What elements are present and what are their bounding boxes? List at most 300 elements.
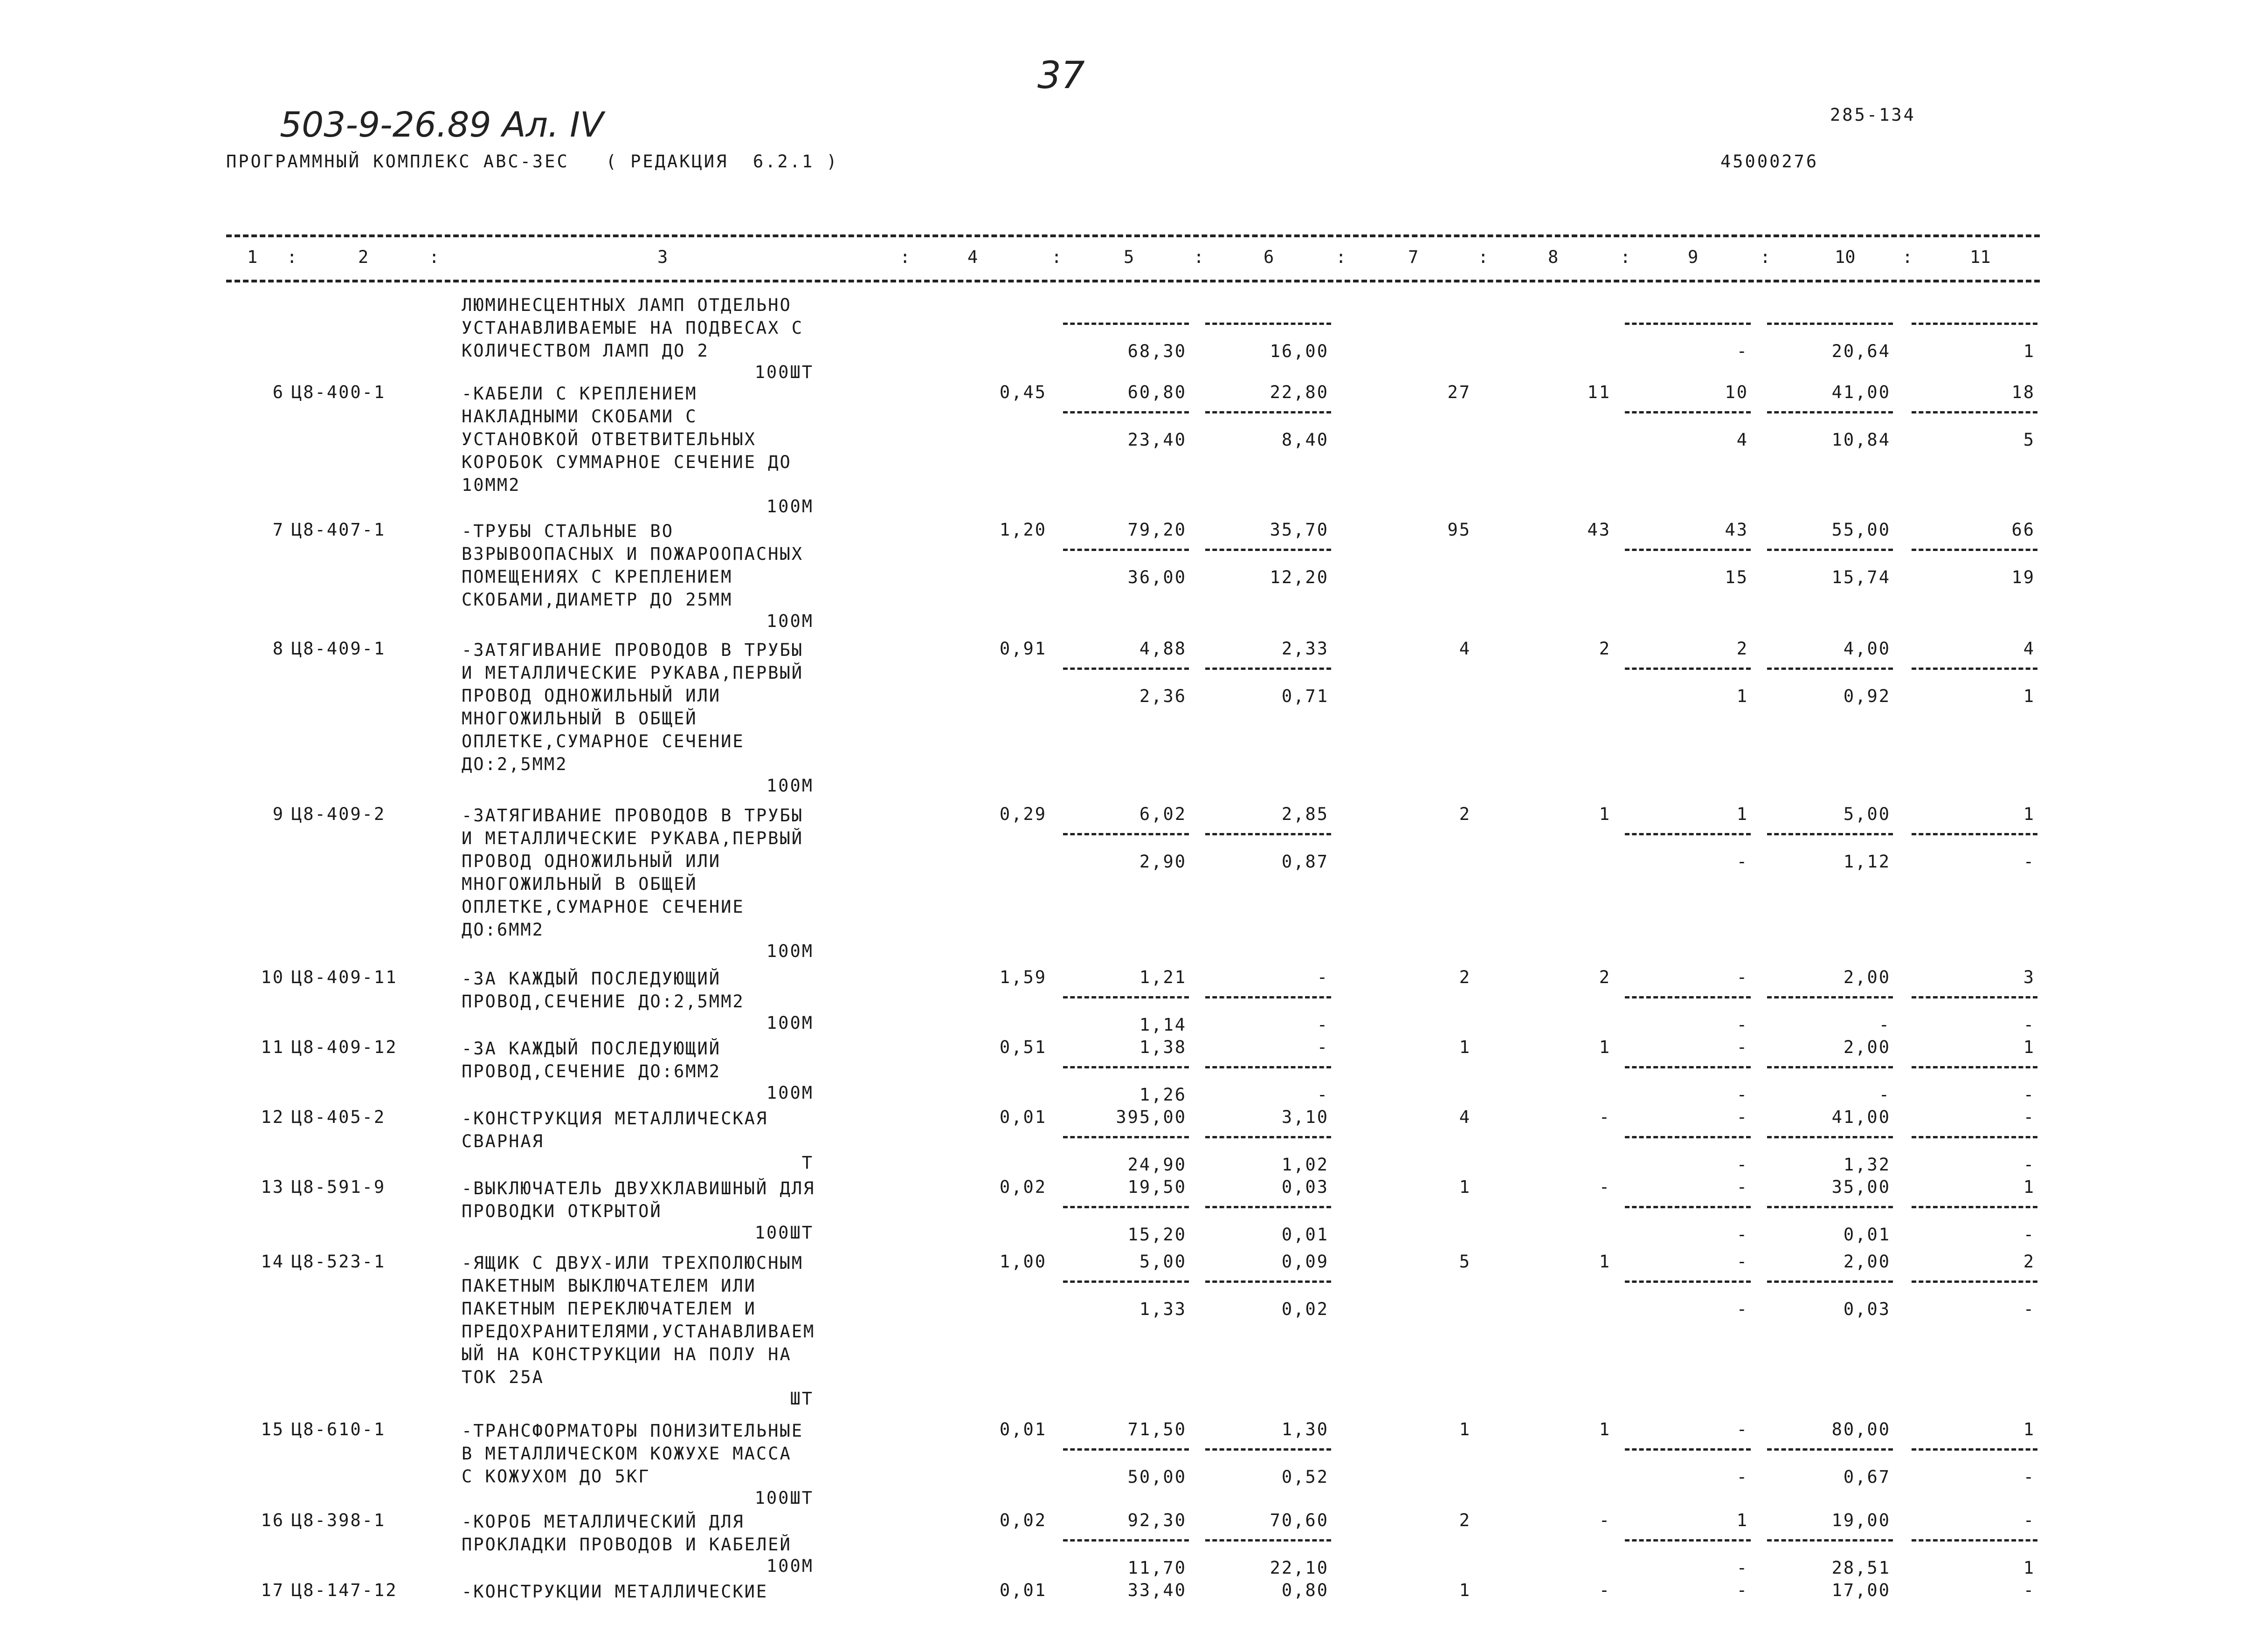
description-line: -КАБЕЛИ С КРЕПЛЕНИЕМ [462,384,697,404]
handwritten-doc-code: 503-9-26.89 Ал. IV [280,105,604,145]
column-header-5: 5 [1124,247,1134,267]
subtotal-dash-line [1205,833,1331,835]
value-c7: 2 [1459,967,1471,987]
description-line: ПАКЕТНЫМ ВЫКЛЮЧАТЕЛЕМ ИЛИ [462,1276,756,1296]
subtotal-dash-line [1063,1539,1189,1542]
subtotal-dash-line [1767,1206,1893,1208]
header-rule-top [226,234,2040,237]
subvalue-c6: 0,02 [1281,1299,1329,1319]
subvalue-c11: 1 [2023,686,2035,706]
row-number: 9 [272,804,284,824]
value-c11: 4 [2023,639,2035,659]
value-c9: 1 [1736,1510,1748,1530]
subvalue-c10: 15,74 [1831,567,1891,587]
subvalue-c10: 28,51 [1831,1558,1891,1578]
subtotal-dash-line [1912,1066,2037,1068]
program-title: ПРОГРАММНЫЙ КОМПЛЕКС АВС-3ЕС ( РЕДАКЦИЯ 6.2.1 ) [226,151,839,172]
subvalue-c9: 15 [1725,567,1748,587]
column-separator: : [1760,247,1771,267]
description-line: ПОМЕЩЕНИЯХ С КРЕПЛЕНИЕМ [462,567,733,587]
value-c5: 6,02 [1139,804,1187,824]
column-separator: : [1194,247,1204,267]
work-description [462,1252,815,1389]
subtotal-dash-line [1063,1136,1189,1138]
row-number: 11 [261,1037,284,1057]
subtotal-dash-line [1912,1280,2037,1283]
subtotal-dash-line [1205,1539,1331,1542]
subvalue-c5: 11,70 [1127,1558,1187,1578]
column-separator: : [429,247,440,267]
value-c5: 5,00 [1139,1252,1187,1272]
row-number: 16 [261,1510,284,1530]
work-description [462,520,803,611]
value-c7: 5 [1459,1252,1471,1272]
row-number: 12 [261,1107,284,1127]
resource-code: Ц8-409-2 [291,804,386,824]
value-c6: 0,09 [1281,1252,1329,1272]
row-number: 10 [261,967,284,987]
description-line: И МЕТАЛЛИЧЕСКИЕ РУКАВА,ПЕРВЫЙ [462,663,804,683]
column-header-1: 1 [247,247,258,267]
value-c8: 1 [1599,1037,1611,1057]
value-c9: 1 [1736,804,1748,824]
subtotal-dash-line [1625,1448,1751,1451]
description-line: -ВЫКЛЮЧАТЕЛЬ ДВУХКЛАВИШНЫЙ ДЛЯ [462,1178,815,1198]
value-c10: 17,00 [1831,1580,1891,1600]
subtotal-dash-line [1625,1206,1751,1208]
description-line: УСТАНАВЛИВАЕМЫЕ НА ПОДВЕСАХ С [462,318,804,338]
value-c7: 1 [1459,1419,1471,1439]
subvalue-c6: 12,20 [1270,567,1329,587]
description-line: -ТРАНСФОРМАТОРЫ ПОНИЗИТЕЛЬНЫЕ [462,1421,804,1441]
subtotal-dash-line [1912,1206,2037,1208]
subtotal-dash-line [1063,323,1189,325]
subvalue-c11: - [2023,1155,2035,1175]
column-header-3: 3 [657,247,668,267]
document-number: 45000276 [1720,151,1819,172]
value-c10: 55,00 [1831,520,1891,540]
subvalue-c6: 0,52 [1281,1467,1329,1487]
value-c4: 0,01 [999,1107,1047,1127]
subvalue-c10: 20,64 [1831,341,1891,361]
subtotal-dash-line [1767,1539,1893,1542]
description-line: -ЗАТЯГИВАНИЕ ПРОВОДОВ В ТРУБЫ [462,805,804,826]
value-c8: 2 [1599,967,1611,987]
subvalue-c6: - [1317,1085,1329,1105]
subvalue-c10: 0,92 [1843,686,1891,706]
resource-code: Ц8-407-1 [291,520,386,540]
row-number: 8 [272,639,284,659]
subvalue-c9: - [1736,1085,1748,1105]
value-c9: 2 [1736,639,1748,659]
value-c9: - [1736,1037,1748,1057]
subtotal-dash-line [1625,411,1751,413]
work-description [462,639,803,776]
subtotal-dash-line [1625,668,1751,670]
value-c8: 11 [1587,382,1611,402]
description-line: -ТРУБЫ СТАЛЬНЫЕ ВО [462,521,674,541]
row-number: 15 [261,1419,284,1439]
description-line: ПРОВОД ОДНОЖИЛЬНЫЙ ИЛИ [462,686,721,706]
value-c6: 0,03 [1281,1177,1329,1197]
column-header-4: 4 [967,247,978,267]
subvalue-c9: - [1736,1299,1748,1319]
resource-code: Ц8-409-11 [291,967,398,987]
subvalue-c10: 0,01 [1843,1225,1891,1245]
resource-code: Ц8-409-1 [291,639,386,659]
subtotal-dash-line [1912,1136,2037,1138]
subtotal-dash-line [1063,1448,1189,1451]
description-line: КОРОБОК СУММАРНОЕ СЕЧЕНИЕ ДО [462,452,792,472]
description-line: ОПЛЕТКЕ,СУМАРНОЕ СЕЧЕНИЕ [462,731,745,751]
value-c6: - [1317,967,1329,987]
subvalue-c9: 1 [1736,686,1748,706]
subtotal-dash-line [1767,323,1893,325]
description-line: ПРОВОД,СЕЧЕНИЕ ДО:6ММ2 [462,1061,721,1081]
value-c11: 1 [2023,1037,2035,1057]
value-c6: 70,60 [1270,1510,1329,1530]
resource-code: Ц8-523-1 [291,1252,386,1272]
work-description [462,1107,768,1153]
description-line: 10ММ2 [462,475,521,495]
value-c7: 1 [1459,1037,1471,1057]
subvalue-c10: 10,84 [1831,430,1891,450]
value-c9: - [1736,1580,1748,1600]
value-c10: 41,00 [1831,1107,1891,1127]
value-c7: 2 [1459,804,1471,824]
value-c9: - [1736,1177,1748,1197]
unit-of-measure: Т [801,1153,814,1173]
description-line: -ЗА КАЖДЫЙ ПОСЛЕДУЮЩИЙ [462,1039,721,1059]
description-line: ТОК 25А [462,1367,544,1387]
column-header-10: 10 [1835,247,1856,267]
description-line: ОПЛЕТКЕ,СУМАРНОЕ СЕЧЕНИЕ [462,897,745,917]
subtotal-dash-line [1063,1280,1189,1283]
description-line: ДО:2,5ММ2 [462,754,568,774]
value-c7: 4 [1459,639,1471,659]
value-c7: 1 [1459,1580,1471,1600]
value-c6: 2,33 [1281,639,1329,659]
value-c9: - [1736,1107,1748,1127]
subtotal-dash-line [1205,996,1331,998]
subtotal-dash-line [1205,668,1331,670]
value-c10: 35,00 [1831,1177,1891,1197]
value-c10: 2,00 [1843,1252,1891,1272]
subtotal-dash-line [1767,1136,1893,1138]
value-c10: 19,00 [1831,1510,1891,1530]
subvalue-c5: 1,14 [1139,1015,1187,1035]
description-line: ПАКЕТНЫМ ПЕРЕКЛЮЧАТЕЛЕМ И [462,1299,756,1319]
subtotal-dash-line [1912,411,2037,413]
subvalue-c9: - [1736,1558,1748,1578]
subtotal-dash-line [1767,1448,1893,1451]
value-c10: 2,00 [1843,1037,1891,1057]
description-line: -ЗАТЯГИВАНИЕ ПРОВОДОВ В ТРУБЫ [462,640,804,660]
subtotal-dash-line [1625,1280,1751,1283]
value-c7: 4 [1459,1107,1471,1127]
subtotal-dash-line [1205,1448,1331,1451]
subvalue-c10: - [1878,1015,1891,1035]
subtotal-dash-line [1625,323,1751,325]
subvalue-c11: - [2023,1467,2035,1487]
subtotal-dash-line [1625,549,1751,551]
subvalue-c6: 1,02 [1281,1155,1329,1175]
subtotal-dash-line [1912,1448,2037,1451]
description-line: -ЗА КАЖДЫЙ ПОСЛЕДУЮЩИЙ [462,969,721,989]
value-c6: 0,80 [1281,1580,1329,1600]
description-line: -ЯЩИК С ДВУХ-ИЛИ ТРЕХПОЛЮСНЫМ [462,1253,804,1273]
subvalue-c11: 1 [2023,1558,2035,1578]
subvalue-c10: 0,03 [1843,1299,1891,1319]
description-line: МНОГОЖИЛЬНЫЙ В ОБЩЕЙ [462,874,697,894]
value-c11: 1 [2023,1177,2035,1197]
subtotal-dash-line [1912,833,2037,835]
value-c9: - [1736,1419,1748,1439]
description-line: -КОРОБ МЕТАЛЛИЧЕСКИЙ ДЛЯ [462,1512,745,1532]
subvalue-c5: 24,90 [1127,1155,1187,1175]
value-c8: - [1599,1580,1611,1600]
value-c6: - [1317,1037,1329,1057]
subtotal-dash-line [1912,996,2037,998]
description-line: -КОНСТРУКЦИЯ МЕТАЛЛИЧЕСКАЯ [462,1108,768,1129]
value-c4: 0,01 [999,1580,1047,1600]
subvalue-c6: 0,87 [1281,852,1329,872]
subtotal-dash-line [1912,1539,2037,1542]
column-separator: : [1051,247,1062,267]
subvalue-c6: 16,00 [1270,341,1329,361]
value-c11: - [2023,1510,2035,1530]
subtotal-dash-line [1625,1539,1751,1542]
value-c8: 1 [1599,804,1611,824]
column-header-6: 6 [1264,247,1274,267]
description-line: ЫЙ НА КОНСТРУКЦИИ НА ПОЛУ НА [462,1344,792,1364]
value-c8: 1 [1599,1419,1611,1439]
subvalue-c11: - [2023,852,2035,872]
value-c8: 43 [1587,520,1611,540]
description-line: ПРЕДОХРАНИТЕЛЯМИ,УСТАНАВЛИВАЕМ [462,1322,815,1342]
value-c5: 1,21 [1139,967,1187,987]
work-description [462,967,745,1013]
column-separator: : [900,247,911,267]
subtotal-dash-line [1063,1206,1189,1208]
value-c8: 2 [1599,639,1611,659]
subvalue-c11: 1 [2023,341,2035,361]
value-c8: - [1599,1177,1611,1197]
column-header-7: 7 [1408,247,1419,267]
value-c10: 5,00 [1843,804,1891,824]
value-c5: 71,50 [1127,1419,1187,1439]
column-separator: : [1620,247,1631,267]
subtotal-dash-line [1767,411,1893,413]
subtotal-dash-line [1767,1280,1893,1283]
value-c5: 19,50 [1127,1177,1187,1197]
unit-of-measure: 100М [766,496,814,516]
subvalue-c5: 15,20 [1127,1225,1187,1245]
value-c7: 2 [1459,1510,1471,1530]
value-c10: 2,00 [1843,967,1891,987]
subtotal-dash-line [1767,996,1893,998]
value-c7: 27 [1447,382,1471,402]
value-c4: 0,02 [999,1177,1047,1197]
value-c11: 1 [2023,1419,2035,1439]
value-c4: 1,00 [999,1252,1047,1272]
subvalue-c11: 19 [2011,567,2035,587]
description-line: ПРОВОД,СЕЧЕНИЕ ДО:2,5ММ2 [462,991,745,1012]
value-c9: - [1736,1252,1748,1272]
resource-code: Ц8-400-1 [291,382,386,402]
resource-code: Ц8-398-1 [291,1510,386,1530]
description-line: МНОГОЖИЛЬНЫЙ В ОБЩЕЙ [462,709,697,729]
subtotal-dash-line [1205,1206,1331,1208]
description-line: ПРОВОД ОДНОЖИЛЬНЫЙ ИЛИ [462,851,721,871]
value-c4: 0,01 [999,1419,1047,1439]
subvalue-c9: - [1736,1467,1748,1487]
unit-of-measure: 100М [766,941,814,961]
subvalue-c6: 8,40 [1281,430,1329,450]
value-c4: 0,91 [999,639,1047,659]
column-separator: : [1478,247,1489,267]
description-line: -КОНСТРУКЦИИ МЕТАЛЛИЧЕСКИЕ [462,1582,768,1602]
work-description [462,1037,721,1083]
value-c8: - [1599,1107,1611,1127]
value-c11: 1 [2023,804,2035,824]
value-c11: - [2023,1580,2035,1600]
value-c4: 1,59 [999,967,1047,987]
subvalue-c5: 2,36 [1139,686,1187,706]
subtotal-dash-line [1625,1066,1751,1068]
column-separator: : [287,247,297,267]
value-c7: 1 [1459,1177,1471,1197]
subvalue-c10: - [1878,1085,1891,1105]
value-c11: 2 [2023,1252,2035,1272]
subvalue-c9: - [1736,852,1748,872]
resource-code: Ц8-147-12 [291,1580,398,1600]
subvalue-c10: 1,32 [1843,1155,1891,1175]
subvalue-c6: 22,10 [1270,1558,1329,1578]
work-description [462,804,803,941]
value-c10: 80,00 [1831,1419,1891,1439]
subtotal-dash-line [1205,1136,1331,1138]
subtotal-dash-line [1912,549,2037,551]
subvalue-c5: 23,40 [1127,430,1187,450]
unit-of-measure: 100М [766,1013,814,1033]
subvalue-c11: - [2023,1299,2035,1319]
description-line: В МЕТАЛЛИЧЕСКОМ КОЖУХЕ МАССА [462,1444,792,1464]
column-header-9: 9 [1688,247,1699,267]
subtotal-dash-line [1912,323,2037,325]
column-separator: : [1902,247,1913,267]
subtotal-dash-line [1205,1066,1331,1068]
value-c4: 0,51 [999,1037,1047,1057]
value-c4: 0,29 [999,804,1047,824]
description-line: КОЛИЧЕСТВОМ ЛАМП ДО 2 [462,341,709,361]
subtotal-dash-line [1063,1066,1189,1068]
subvalue-c9: - [1736,341,1748,361]
value-c6: 2,85 [1281,804,1329,824]
value-c11: 18 [2011,382,2035,402]
resource-code: Ц8-591-9 [291,1177,386,1197]
unit-of-measure: 100ШТ [754,1488,814,1508]
subvalue-c6: - [1317,1015,1329,1035]
work-description [462,1510,792,1556]
subtotal-dash-line [1205,1280,1331,1283]
row-number: 13 [261,1177,284,1197]
subvalue-c5: 68,30 [1127,341,1187,361]
handwritten-page-number: 37 [1037,54,1085,97]
subvalue-c10: 0,67 [1843,1467,1891,1487]
description-line: С КОЖУХОМ ДО 5КГ [462,1466,650,1487]
subtotal-dash-line [1767,668,1893,670]
subvalue-c5: 36,00 [1127,567,1187,587]
subtotal-dash-line [1912,668,2037,670]
value-c7: 95 [1447,520,1471,540]
subtotal-dash-line [1063,549,1189,551]
subtotal-dash-line [1767,833,1893,835]
description-line: ПРОКЛАДКИ ПРОВОДОВ И КАБЕЛЕЙ [462,1535,792,1555]
subvalue-c11: - [2023,1225,2035,1245]
work-description [462,382,792,496]
subvalue-c10: 1,12 [1843,852,1891,872]
description-line: НАКЛАДНЫМИ СКОБАМИ С [462,406,697,427]
column-separator: : [1336,247,1347,267]
unit-of-measure: 100М [766,611,814,631]
subtotal-dash-line [1063,668,1189,670]
value-c5: 79,20 [1127,520,1187,540]
description-line: ВЗРЫВООПАСНЫХ И ПОЖАРООПАСНЫХ [462,544,804,564]
description-line: ЛЮМИНЕСЦЕНТНЫХ ЛАМП ОТДЕЛЬНО [462,295,792,315]
header-rule-bottom [226,280,2040,282]
row-number: 14 [261,1252,284,1272]
unit-of-measure: 100ШТ [754,362,814,382]
resource-code: Ц8-405-2 [291,1107,386,1127]
value-c11: 3 [2023,967,2035,987]
row-number: 17 [261,1580,284,1600]
value-c11: - [2023,1107,2035,1127]
value-c4: 0,45 [999,382,1047,402]
subvalue-c6: 0,01 [1281,1225,1329,1245]
value-c5: 1,38 [1139,1037,1187,1057]
value-c4: 1,20 [999,520,1047,540]
subtotal-dash-line [1625,1136,1751,1138]
subtotal-dash-line [1767,549,1893,551]
subvalue-c11: - [2023,1085,2035,1105]
work-description [462,1177,815,1223]
subvalue-c5: 50,00 [1127,1467,1187,1487]
column-header-2: 2 [358,247,369,267]
unit-of-measure: 100М [766,1556,814,1576]
subtotal-dash-line [1063,411,1189,413]
value-c8: - [1599,1510,1611,1530]
column-header-11: 11 [1970,247,1991,267]
value-c9: 43 [1725,520,1748,540]
resource-code: Ц8-610-1 [291,1419,386,1439]
description-line: СВАРНАЯ [462,1131,544,1151]
value-c6: 35,70 [1270,520,1329,540]
value-c8: 1 [1599,1252,1611,1272]
resource-code: Ц8-409-12 [291,1037,398,1057]
value-c9: 10 [1725,382,1748,402]
subtotal-dash-line [1063,996,1189,998]
subvalue-c6: 0,71 [1281,686,1329,706]
value-c6: 22,80 [1270,382,1329,402]
value-c4: 0,02 [999,1510,1047,1530]
value-c6: 3,10 [1281,1107,1329,1127]
subvalue-c5: 2,90 [1139,852,1187,872]
value-c10: 41,00 [1831,382,1891,402]
subtotal-dash-line [1625,996,1751,998]
subtotal-dash-line [1063,833,1189,835]
subtotal-dash-line [1205,411,1331,413]
